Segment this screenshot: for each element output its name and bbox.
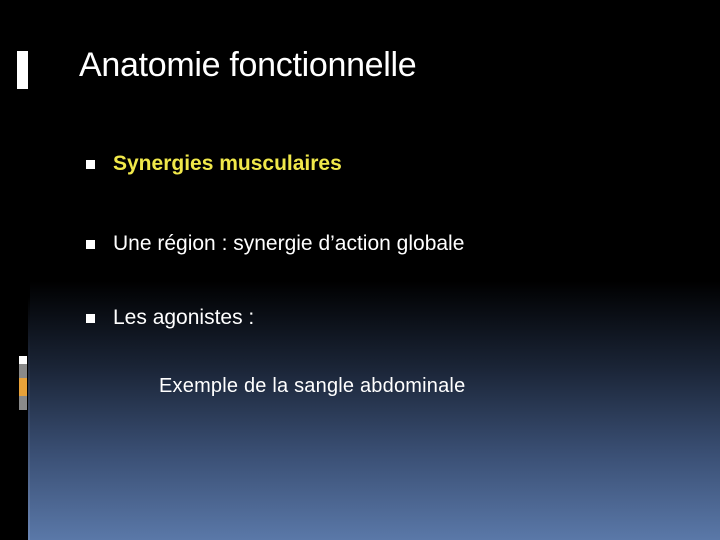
bullet-text: Les agonistes : <box>113 306 255 329</box>
divider-line <box>28 0 30 540</box>
accent-bar-white <box>17 51 28 89</box>
sub-text-example: Exemple de la sangle abdominale <box>159 375 466 397</box>
accent-bar-gray <box>19 364 27 378</box>
bullet-text: Synergies musculaires <box>113 152 342 175</box>
slide-title: Anatomie fonctionnelle <box>79 46 417 84</box>
accent-bar-white-small <box>19 356 27 364</box>
square-bullet-icon <box>86 314 95 323</box>
square-bullet-icon <box>86 240 95 249</box>
accent-bar-orange <box>19 378 27 396</box>
bullet-text: Une région : synergie d’action globale <box>113 232 465 255</box>
square-bullet-icon <box>86 160 95 169</box>
accent-bar-gray-2 <box>19 396 27 410</box>
